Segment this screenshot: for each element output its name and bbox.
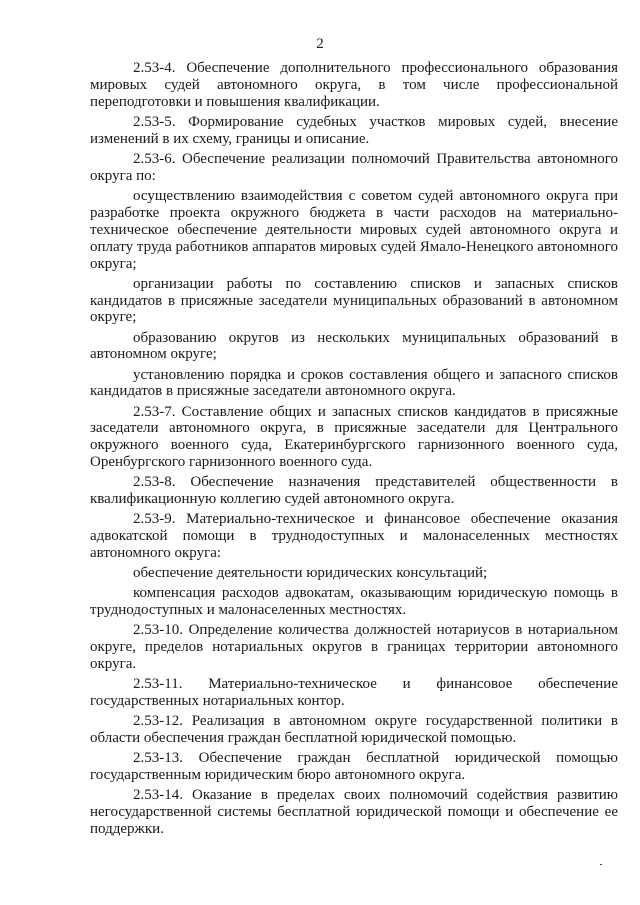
paragraph-2-53-9-item-2: компенсация расходов адвокатам, оказывающим юридическую помощь в труднодоступных и малонаселенных местностях. <box>90 585 618 619</box>
paragraph-2-53-13: 2.53-13. Обеспечение граждан бесплатной юридической помощью государственным юридическим бюро автономного округа. <box>90 750 618 784</box>
paragraph-2-53-5: 2.53-5. Формирование судебных участков мировых судей, внесение изменений в их схему, границы и описание. <box>90 113 618 147</box>
paragraph-2-53-6-item-4: установлению порядка и сроков составления общего и запасного списков кандидатов в присяжные заседатели автономного округа. <box>90 366 618 400</box>
paragraph-2-53-12: 2.53-12. Реализация в автономном округе государственной политики в области обеспечения граждан бесплатной юридической помощью. <box>90 713 618 747</box>
paragraph-2-53-4: 2.53-4. Обеспечение дополнительного профессионального образования мировых судей автономного округа, в том числе профессиональной переподготовки и повышения квалификации. <box>90 60 618 110</box>
document-body <box>90 60 618 838</box>
paragraph-2-53-9: 2.53-9. Материально-техническое и финансовое обеспечение оказания адвокатской помощи в труднодоступных и малонаселенных местностях автономного округа: <box>90 511 618 562</box>
paragraph-2-53-8: 2.53-8. Обеспечение назначения представителей общественности в квалификационную коллегию судей автономного округа. <box>90 474 618 508</box>
paragraph-2-53-6-item-1: осуществлению взаимодействия с советом судей автономного округа при разработке проекта окружного бюджета в части расходов на материально-техническое обеспечение деятельности мировых судей автономного округа и оплату труда работников аппаратов мировых судей Ямало-Ненецкого автономного округа; <box>90 187 618 272</box>
scan-mark <box>600 864 602 865</box>
paragraph-2-53-10: 2.53-10. Определение количества должностей нотариусов в нотариальном округе, пределов нотариальных округов в границах территории автономного округа. <box>90 622 618 673</box>
paragraph-2-53-14: 2.53-14. Оказание в пределах своих полномочий содействия развитию негосударственной системы бесплатной юридической помощи и обеспечение ее поддержки. <box>90 787 618 838</box>
page-number: 2 <box>316 36 324 52</box>
paragraph-2-53-7: 2.53-7. Составление общих и запасных списков кандидатов в присяжные заседатели автономного округа, в присяжные заседатели для Центрального окружного военного суда, Екатеринбургского гарнизонного военного суда, Оренбургского гарнизонного военного суда. <box>90 403 618 471</box>
paragraph-2-53-6-item-3: образованию округов из нескольких муниципальных образований в автономном округе; <box>90 329 618 363</box>
paragraph-2-53-9-item-1: обеспечение деятельности юридических консультаций; <box>133 565 488 582</box>
paragraph-2-53-11: 2.53-11. Материально-техническое и финансовое обеспечение государственных нотариальных контор. <box>90 676 618 710</box>
paragraph-2-53-6-item-2: организации работы по составлению списков и запасных списков кандидатов в присяжные заседатели муниципальных образований в автономном округе; <box>90 275 618 326</box>
paragraph-2-53-6: 2.53-6. Обеспечение реализации полномочий Правительства автономного округа по: <box>90 150 618 184</box>
